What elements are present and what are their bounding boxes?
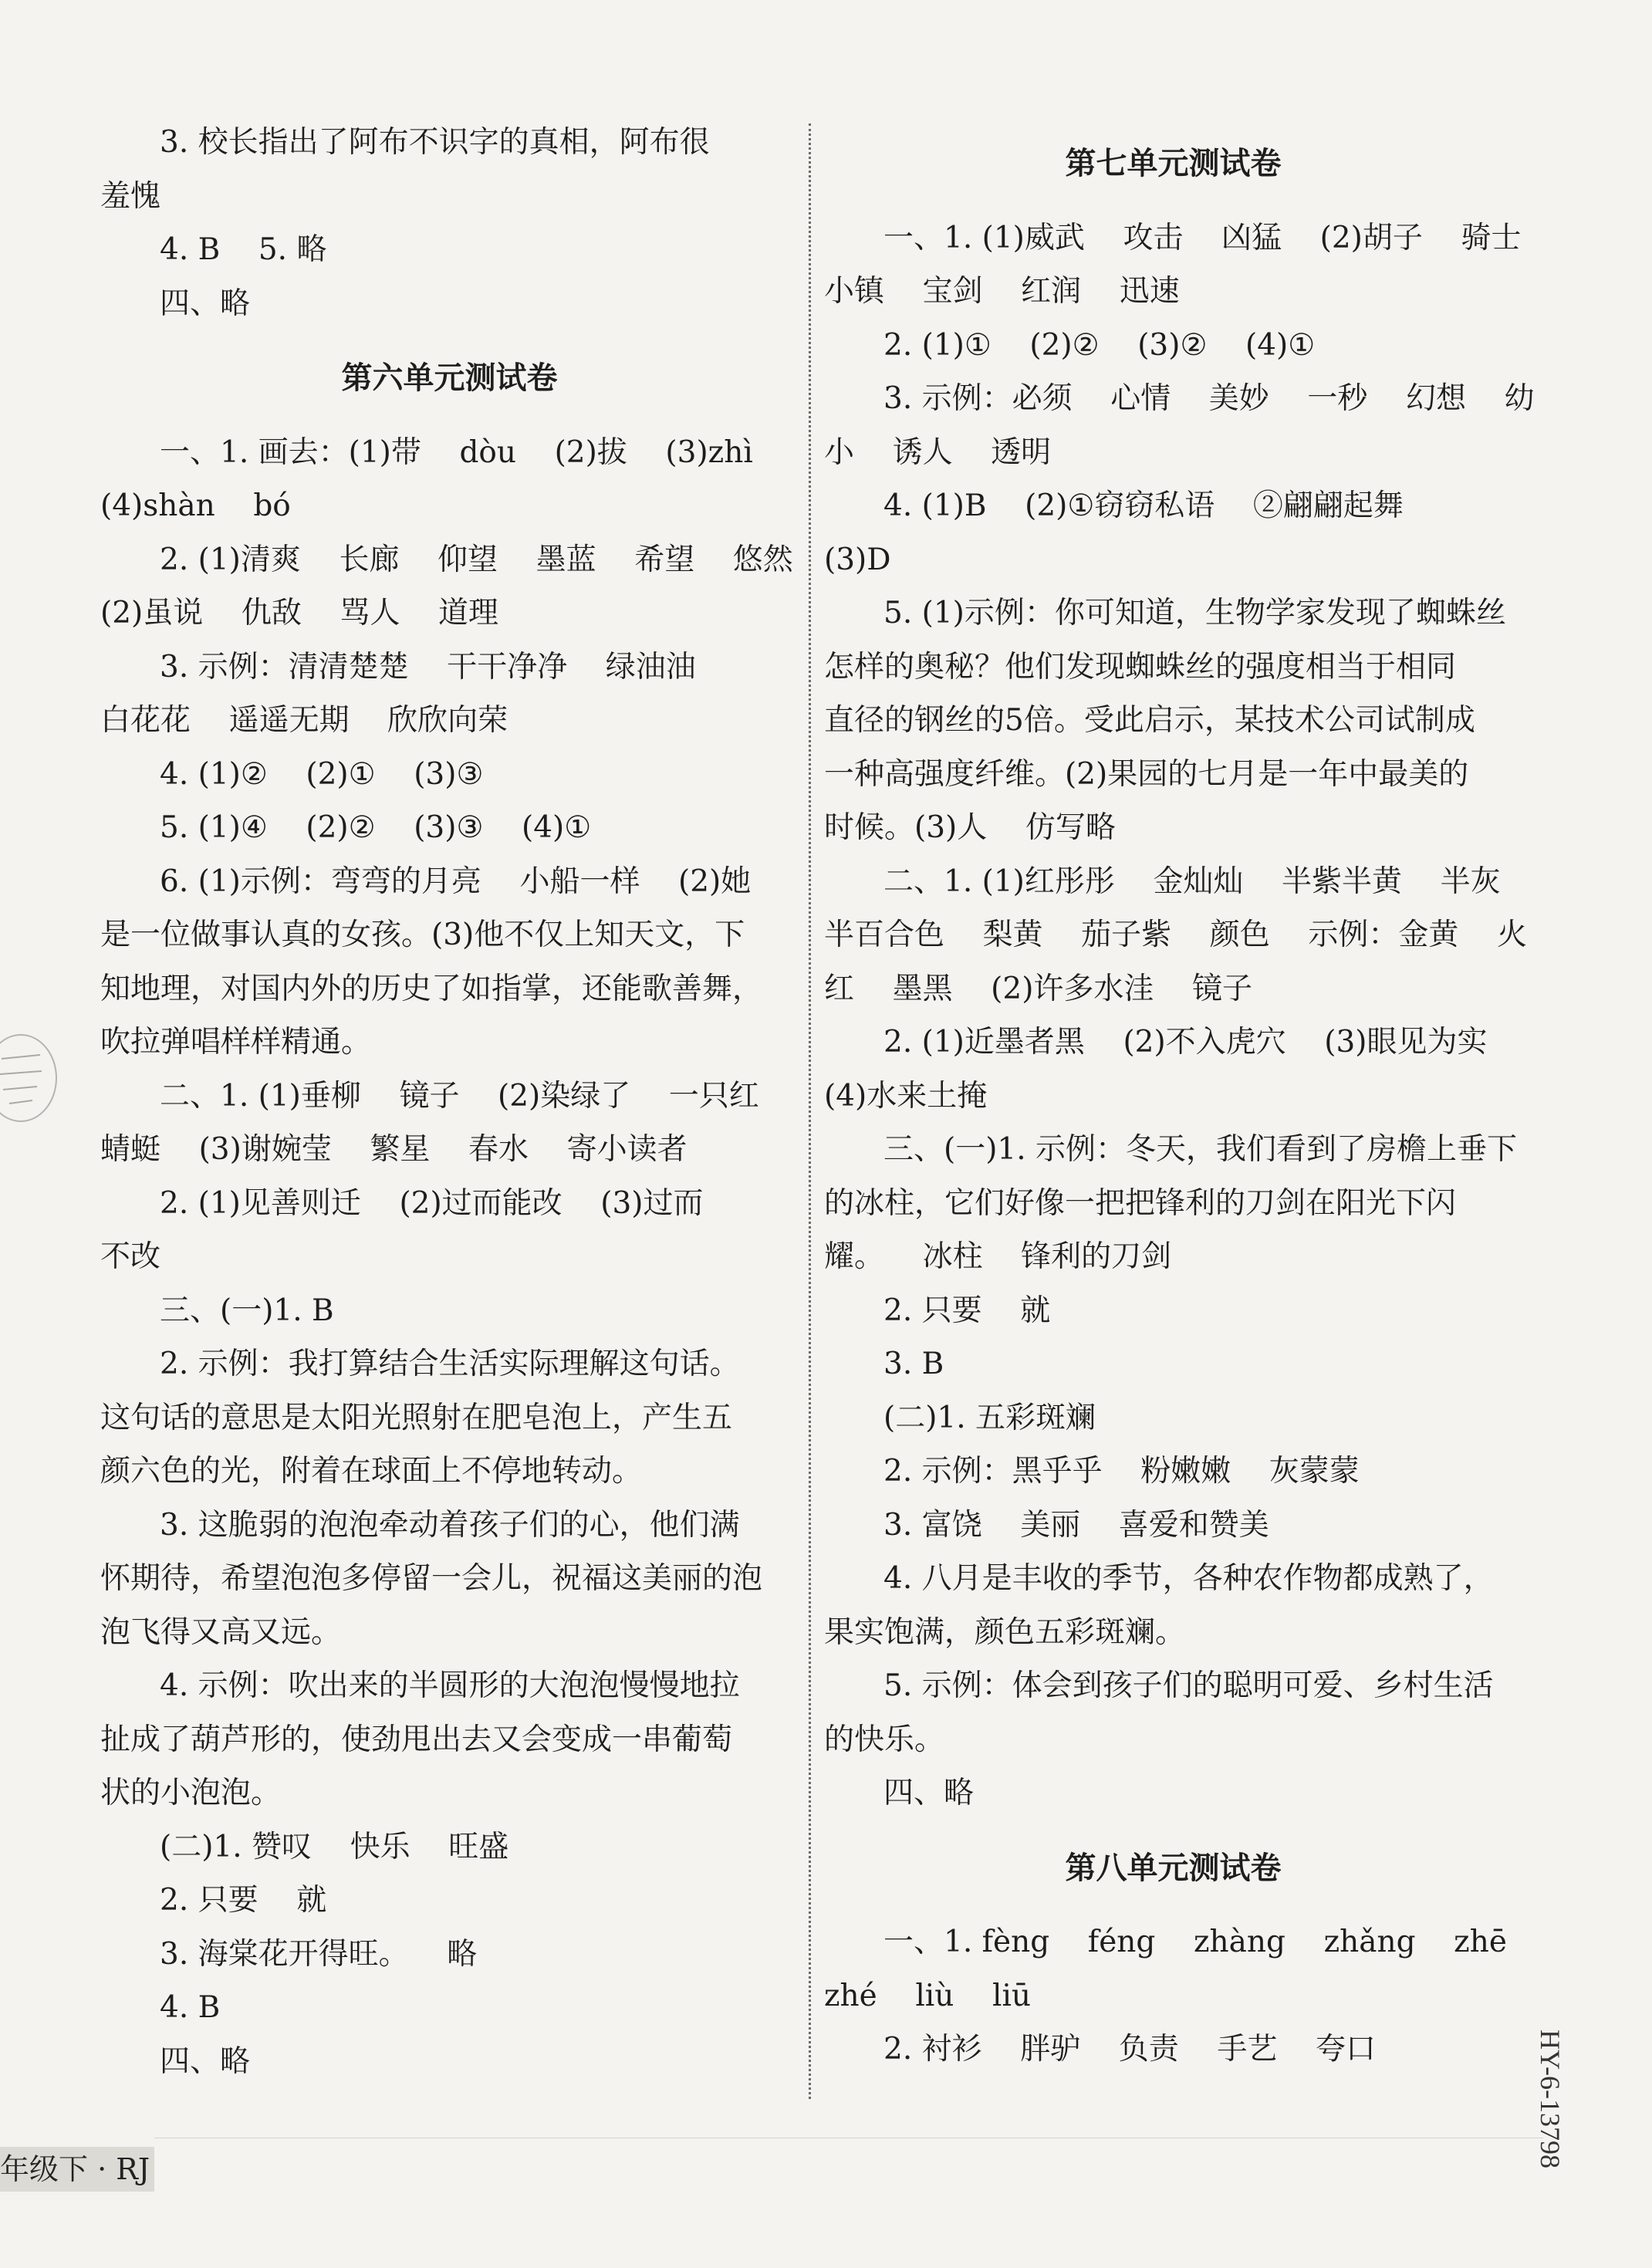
left-answer-line: 6. (1)示例：弯弯的月亮 小船一样 (2)她 — [160, 864, 752, 899]
right-answer-line: 一、1. fèng féng zhàng zhǎng zhē — [883, 1925, 1507, 1959]
left-answer-line: 扯成了葫芦形的，使劲甩出去又会变成一串葡萄 — [100, 1722, 733, 1757]
right-answer-line: 2. (1)① (2)② (3)② (4)① — [883, 327, 1316, 363]
right-answer-line: (二)1. 五彩斑斓 — [883, 1400, 1096, 1435]
left-answer-line: 4. 示例：吹出来的半圆形的大泡泡慢慢地拉 — [160, 1668, 740, 1703]
right-answer-line: 一种高强度纤维。(2)果园的七月是一年中最美的 — [824, 756, 1469, 792]
side-code: HY-6-13798 — [1535, 2030, 1566, 2168]
right-answer-line: 2. 示例：黑乎乎 粉嫩嫩 灰蒙蒙 — [883, 1454, 1360, 1489]
left-answer-line: 4. B — [160, 1990, 221, 2025]
right-answer-line: 3. 示例：必须 心情 美妙 一秒 幻想 幼 — [883, 381, 1535, 416]
right-answer-line: 二、1. (1)红彤彤 金灿灿 半紫半黄 半灰 — [883, 864, 1501, 899]
left-answer-line: 状的小泡泡。 — [100, 1776, 282, 1810]
left-column — [100, 116, 799, 2088]
right-section-title: 第八单元测试卷 — [1065, 1849, 1282, 1886]
left-answer-line: 吹拉弹唱样样精通。 — [100, 1025, 372, 1060]
left-answer-line: 不改 — [100, 1239, 161, 1274]
stamp-seal-icon — [0, 1034, 57, 1122]
right-answer-line: 小 诱人 透明 — [824, 434, 1052, 470]
left-answer-line: 2. (1)清爽 长廊 仰望 墨蓝 希望 悠然 — [160, 542, 793, 577]
right-answer-line: (4)水来土掩 — [824, 1078, 988, 1114]
left-answer-line: 3. 海棠花开得旺。 略 — [160, 1936, 478, 1972]
right-answer-line: 的冰柱，它们好像一把把锋利的刀剑在阳光下闪 — [824, 1185, 1457, 1221]
right-answer-line: 2. 只要 就 — [883, 1293, 1051, 1328]
left-answer-line: 是一位做事认真的女孩。(3)他不仅上知天文，下 — [100, 918, 745, 952]
right-answer-line: 5. 示例：体会到孩子们的聪明可爱、乡村生活 — [883, 1668, 1494, 1703]
right-answer-line: 三、(一)1. 示例：冬天，我们看到了房檐上垂下 — [883, 1132, 1518, 1167]
footer-grade-label: 年级下 · RJ — [0, 2152, 150, 2186]
left-answer-line: 白花花 遥遥无期 欣欣向荣 — [100, 703, 508, 738]
left-answer-line: 羞愧 — [100, 178, 161, 214]
left-answer-line: 2. 只要 就 — [160, 1883, 327, 1918]
right-answer-line: 的快乐。 — [824, 1722, 945, 1757]
right-answer-line: 小镇 宝剑 红润 迅速 — [824, 274, 1180, 309]
right-answer-line: 半百合色 梨黄 茄子紫 颜色 示例：金黄 火 — [824, 918, 1527, 952]
left-answer-line: 这句话的意思是太阳光照射在肥皂泡上，产生五 — [100, 1400, 733, 1435]
right-answer-line: 红 墨黑 (2)许多水洼 镜子 — [824, 971, 1253, 1006]
left-answer-line: 5. (1)④ (2)② (3)③ (4)① — [160, 810, 592, 845]
left-answer-line: 4. B 5. 略 — [160, 232, 327, 267]
right-answer-line: 一、1. (1)威武 攻击 凶猛 (2)胡子 骑士 — [883, 220, 1522, 255]
left-answer-line: 四、略 — [160, 286, 251, 321]
left-answer-line: 蜻蜓 (3)谢婉莹 繁星 春水 寄小读者 — [100, 1132, 687, 1167]
left-answer-line: 3. 校长指出了阿布不识字的真相，阿布很 — [160, 125, 710, 160]
left-answer-line: 3. 示例：清清楚楚 干干净净 绿油油 — [160, 649, 696, 684]
column-divider — [809, 123, 811, 2099]
left-answer-line: 泡飞得又高又远。 — [100, 1614, 342, 1650]
right-answer-line: 时候。(3)人 仿写略 — [824, 810, 1116, 845]
right-answer-line: 果实饱满，颜色五彩斑斓。 — [824, 1614, 1186, 1650]
left-answer-line: (2)虽说 仇敌 骂人 道理 — [100, 596, 499, 630]
left-answer-line: (4)shàn bó — [100, 488, 291, 523]
left-answer-line: 3. 这脆弱的泡泡牵动着孩子们的心，他们满 — [160, 1507, 740, 1543]
left-answer-line: 一、1. 画去：(1)带 dòu (2)拔 (3)zhì — [160, 434, 753, 470]
right-answer-line: 4. (1)B (2)①窃窃私语 ②翩翩起舞 — [883, 488, 1404, 523]
right-answer-line: 四、略 — [883, 1776, 975, 1810]
left-answer-line: 2. 示例：我打算结合生活实际理解这句话。 — [160, 1347, 740, 1381]
right-section-title: 第七单元测试卷 — [1065, 145, 1282, 181]
left-answer-line: (二)1. 赞叹 快乐 旺盛 — [160, 1829, 509, 1864]
right-answer-line: 2. (1)近墨者黑 (2)不入虎穴 (3)眼见为实 — [883, 1025, 1488, 1060]
right-column — [824, 116, 1535, 2077]
left-answer-line: 颜六色的光，附着在球面上不停地转动。 — [100, 1454, 643, 1489]
right-answer-line: 直径的钢丝的5倍。受此启示，某技术公司试制成 — [824, 703, 1475, 738]
left-answer-line: 四、略 — [160, 2043, 251, 2079]
right-answer-line: 怎样的奥秘？他们发现蜘蛛丝的强度相当于相同 — [824, 649, 1457, 684]
left-answer-line: 4. (1)② (2)① (3)③ — [160, 756, 484, 792]
left-answer-line: 三、(一)1. B — [160, 1293, 334, 1328]
right-answer-line: (3)D — [824, 542, 891, 577]
right-answer-line: 2. 衬衫 胖驴 负责 手艺 夸口 — [883, 2032, 1376, 2067]
left-answer-line: 知地理，对国内外的历史了如指掌，还能歌善舞， — [100, 971, 763, 1006]
right-answer-line: 4. 八月是丰收的季节，各种农作物都成熟了， — [883, 1561, 1494, 1596]
left-answer-line: 二、1. (1)垂柳 镜子 (2)染绿了 一只红 — [160, 1078, 759, 1114]
right-answer-line: 5. (1)示例：你可知道，生物学家发现了蜘蛛丝 — [883, 596, 1506, 630]
right-answer-line: zhé liù liū — [824, 1978, 1032, 2013]
right-answer-line: 3. B — [883, 1347, 944, 1381]
left-answer-line: 怀期待，希望泡泡多停留一会儿，祝福这美丽的泡 — [100, 1561, 763, 1596]
right-answer-line: 耀。 冰柱 锋利的刀剑 — [824, 1239, 1172, 1274]
left-section-title: 第六单元测试卷 — [341, 360, 558, 396]
right-answer-line: 3. 富饶 美丽 喜爱和赞美 — [883, 1507, 1269, 1543]
left-answer-line: 2. (1)见善则迁 (2)过而能改 (3)过而 — [160, 1185, 704, 1221]
